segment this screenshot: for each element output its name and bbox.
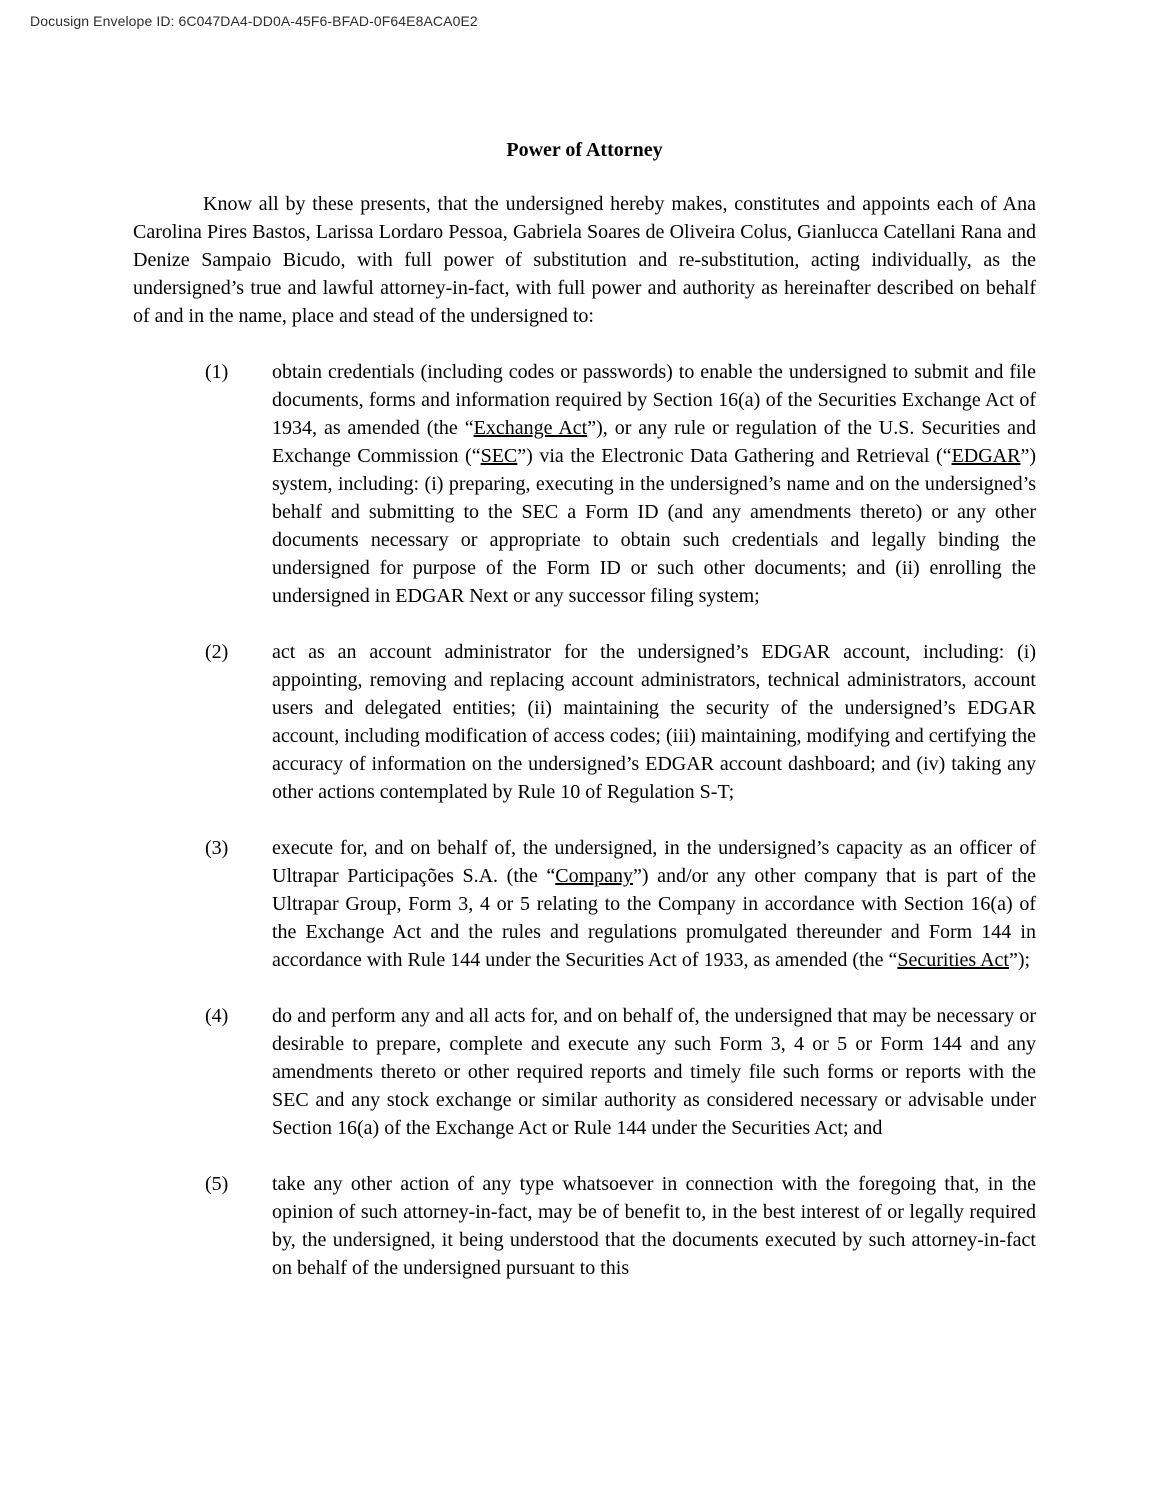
item-text [272,638,1036,806]
item-text [272,358,1036,610]
text-run: ”) and/or any other company that is part of the Ultrapar Group, Form 3, 4 or 5 relating to the Company in accordance with Section 16(a) of the Exchange Act and the rules and regulations promulgated thereunder and Form 144 in accordance with Rule 144 under the Securities Act of 1933, as amended (the “ [272,865,1036,971]
text-run: ”), or any rule or regulation of the U.S. Securities and Exchange Commission (“ [272,417,1036,467]
list-item-2 [133,638,1036,806]
document-content [133,136,1036,1310]
intro-paragraph: Know all by these presents, that the undersigned hereby makes, constitutes and appoints each of Ana Carolina Pires Bastos, Larissa Lordaro Pessoa, Gabriela Soares de Oliveira Colus, Gianlucca Catellani Rana and Denize Sampaio Bicudo, with full power of substitution and re-substitution, acting individually, as the undersigned’s true and lawful attorney-in-fact, with full power and authority as hereinafter described on behalf of and in the name, place and stead of the undersigned to: [133,193,1036,327]
item-text [272,1170,1036,1282]
text-run: act as an account administrator for the undersigned’s EDGAR account, including: (i) appointing, removing and replacing account administrators, technical administrators, account users and delegated entities; (ii) maintaining the security of the undersigned’s EDGAR account, including modification of access codes; (iii) maintaining, modifying and certifying the accuracy of information on the undersigned’s EDGAR account dashboard; and (iv) taking any other actions contemplated by Rule 10 of Regulation S-T; [272,641,1036,803]
defined-term: Company [555,865,634,887]
defined-term: SEC [480,445,518,467]
item-text [272,834,1036,974]
text-run: obtain credentials (including codes or passwords) to enable the undersigned to submit and file documents, forms and information required by Section 16(a) of the Securities Exchange Act of 1934, as amended (the “ [272,361,1036,439]
numbered-list [133,358,1036,1282]
text-run: ”) system, including: (i) preparing, executing in the undersigned’s name and on the undersigned’s behalf and submitting to the SEC a Form ID (and any amendments thereto) or any other documents necessary or appropriate to obtain such credentials and legally binding the undersigned for purpose of the Form ID or such other documents; and (ii) enrolling the undersigned in EDGAR Next or any successor filing system; [272,445,1036,607]
item-number: (3) [205,837,229,859]
list-item-4 [133,1002,1036,1142]
item-number: (1) [205,361,229,383]
docusign-envelope-id: Docusign Envelope ID: 6C047DA4-DD0A-45F6-BFAD-0F64E8ACA0E2 [30,13,478,29]
text-run: ”) via the Electronic Data Gathering and Retrieval (“ [517,445,952,467]
text-run: ”); [1008,949,1031,971]
defined-term: EDGAR [951,445,1021,467]
text-run: take any other action of any type whatsoever in connection with the foregoing that, in the opinion of such attorney-in-fact, may be of benefit to, in the best interest of or legally required by, the undersigned, it being understood that the documents executed by such attorney-in-fact on behalf of the undersigned pursuant to this [272,1173,1036,1279]
text-run: execute for, and on behalf of, the undersigned, in the undersigned’s capacity as an officer of Ultrapar Participações S.A. (the “ [272,837,1036,887]
document-title: Power of Attorney [506,139,663,161]
list-item-1 [133,358,1036,610]
list-item-5 [133,1170,1036,1282]
item-number: (2) [205,641,229,663]
text-run: do and perform any and all acts for, and on behalf of, the undersigned that may be necessary or desirable to prepare, complete and execute any such Form 3, 4 or 5 or Form 144 and any amendments thereto or other required reports and timely file such forms or reports with the SEC and any stock exchange or similar authority as considered necessary or advisable under Section 16(a) of the Exchange Act or Rule 144 under the Securities Act; and [272,1005,1036,1139]
list-item-3 [133,834,1036,974]
item-text [272,1002,1036,1142]
item-number: (5) [205,1173,229,1195]
defined-term: Securities Act [897,949,1009,971]
item-number: (4) [205,1005,229,1027]
defined-term: Exchange Act [473,417,588,439]
